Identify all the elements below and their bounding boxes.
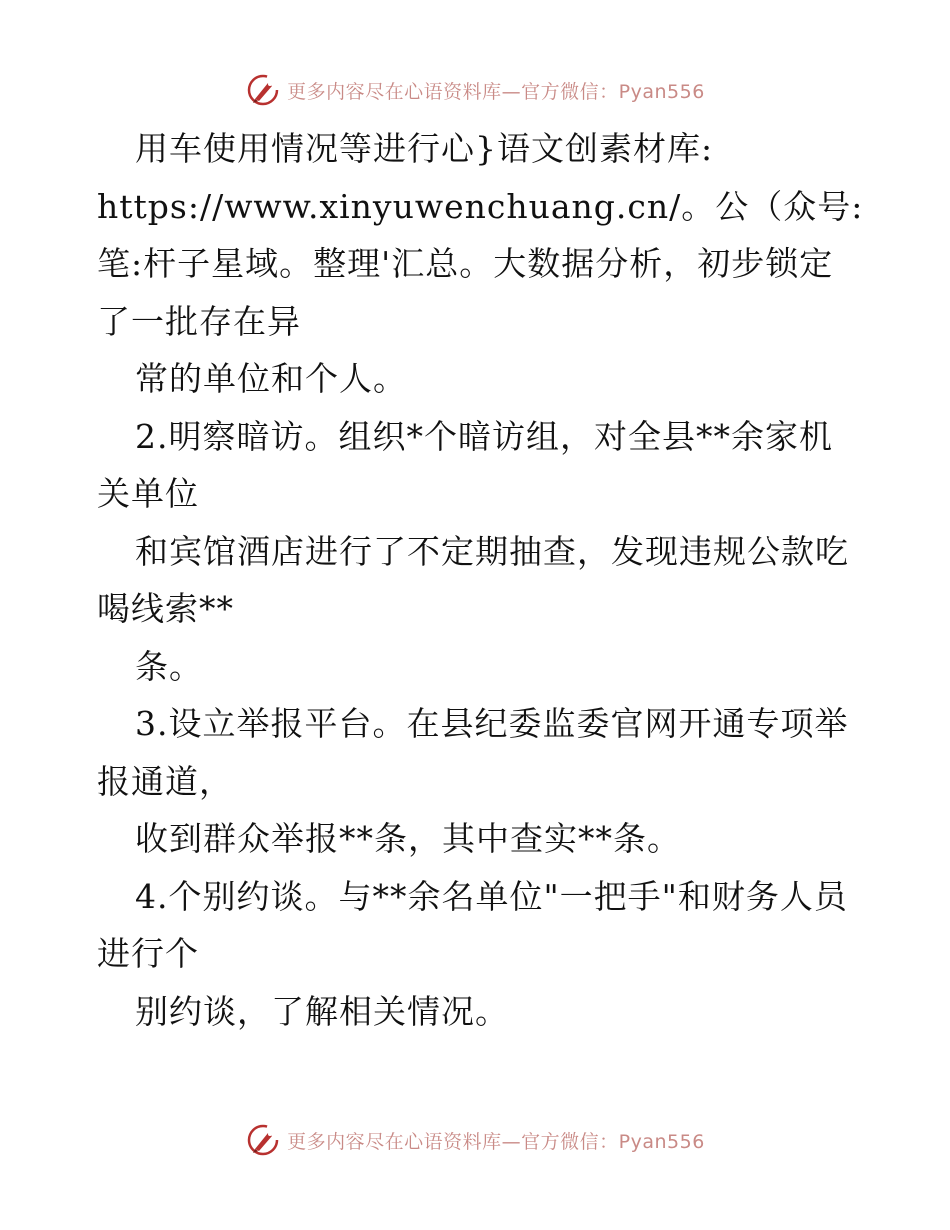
text-line: 喝线索**: [97, 589, 234, 628]
text-line: 4.个别约谈。与**余名单位"一把手"和财务人员: [135, 876, 848, 916]
header-banner: [0, 70, 950, 110]
text-line: 用车使用情况等进行心}语文创素材库:: [135, 129, 714, 168]
text-line: 进行个: [97, 934, 199, 973]
text-line: 3.设立举报平台。在县纪委监委官网开通专项举: [135, 704, 849, 743]
pen-nib-logo-icon: [245, 72, 281, 108]
footer-banner-text: 更多内容尽在心语资料库—官方微信：Pyan556: [287, 1130, 705, 1153]
pen-nib-logo-icon: [245, 1122, 281, 1158]
text-line: 2.明察暗访。组织*个暗访组，对全县**余家机: [135, 416, 833, 456]
footer-banner: [0, 1120, 950, 1160]
text-line: 报通道，: [97, 761, 233, 801]
text-line: 条。: [135, 646, 203, 686]
text-line: 收到群众举报**条，其中查实**条。: [135, 819, 681, 858]
text-line: https://www.xinyuwenchuang.cn/。公（众号:: [97, 186, 864, 226]
text-line: 和宾馆酒店进行了不定期抽查，发现违规公款吃: [135, 531, 849, 571]
header-banner-text: 更多内容尽在心语资料库—官方微信：Pyan556: [287, 80, 705, 103]
text-line: 了一批存在异: [97, 301, 301, 341]
text-line: 关单位: [97, 474, 199, 513]
text-line: 笔:杆子星域。整理'汇总。大数据分析，初步锁定: [97, 244, 834, 283]
text-line: 常的单位和个人。: [135, 359, 407, 398]
document-body: [97, 120, 864, 1040]
text-line: 别约谈，了解相关情况。: [135, 991, 509, 1031]
